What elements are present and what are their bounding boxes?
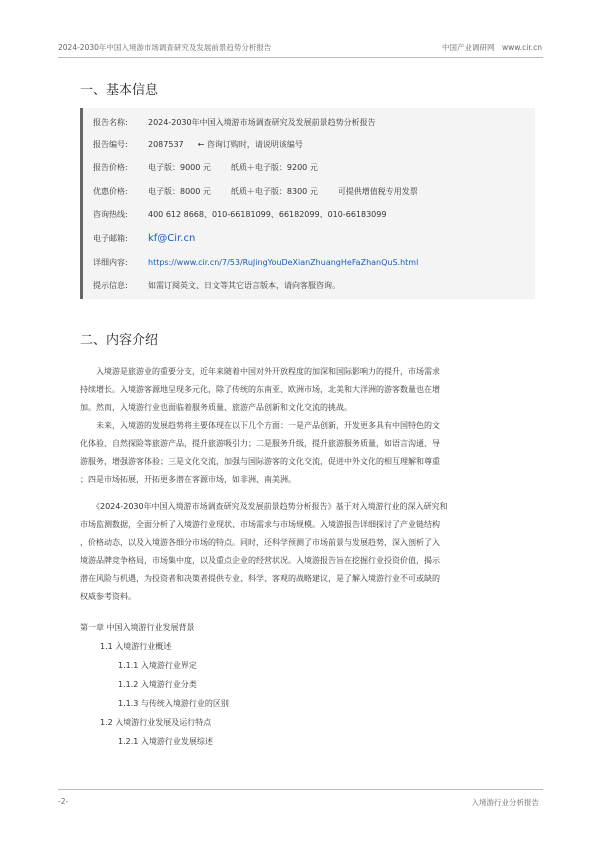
toc-subsection-1-2-1: 1.2.1 入境游行业发展综述 <box>118 737 213 746</box>
toc-subsection-1-1-1: 1.1.1 入境游行业界定 <box>118 661 197 670</box>
email-link[interactable]: kf@Cir.cn <box>148 232 196 244</box>
page-header-title: 2024-2030年中国入境游市场调查研究及发展前景趋势分析报告 <box>58 43 272 52</box>
header-divider <box>58 57 543 58</box>
paragraph-line: 权威参考资料。 <box>80 592 136 601</box>
info-row-email <box>93 232 195 244</box>
page-header-site: 中国产业调研网 www.cir.cn <box>442 43 542 52</box>
price-paper-electronic: 纸质＋电子版：9200 元 <box>230 162 318 172</box>
info-label: 优惠价格: <box>93 186 128 196</box>
vat-invoice-note: 可提供增值税专用发票 <box>337 186 418 196</box>
info-label: 电子邮箱: <box>93 233 128 243</box>
footer-title: 入境游行业分析报告 <box>471 798 539 807</box>
info-row-name <box>93 116 376 128</box>
section-title-basic-info: 一、基本信息 <box>80 83 159 98</box>
info-label: 详细内容: <box>93 257 128 267</box>
paragraph-line: 入境游是旅游业的重要分支，近年来随着中国对外开放程度的加深和国际影响力的提升，市场需求 <box>80 367 440 376</box>
info-row-code <box>93 138 303 150</box>
footer-divider <box>58 789 543 790</box>
info-row-discount <box>93 185 418 197</box>
intro-paragraph-3 <box>80 498 517 606</box>
price-electronic: 电子版：9000 元 <box>148 162 211 172</box>
toc-section-1-1: 1.1 入境游行业概述 <box>100 642 172 651</box>
paragraph-line: ；四是市场拓展，开拓更多潜在客源市场，如非洲、南美洲。 <box>80 475 296 484</box>
report-code-note: ← 咨询订购时，请说明该编号 <box>197 139 303 149</box>
paragraph-line: ，价格动态，以及入境游各细分市场的特点。同时，还科学预测了市场前景与发展趋势，深入剖析了入 <box>80 538 440 547</box>
intro-paragraph-2 <box>80 417 517 489</box>
tip-text: 如需订阅英文、日文等其它语言版本，请向客服咨询。 <box>148 280 340 290</box>
page-number: -2- <box>58 797 69 806</box>
paragraph-line: 《2024-2030年中国入境游市场调查研究及发展前景趋势分析报告》基于对入境游行业的深入研究和 <box>80 502 448 511</box>
info-label: 报告名称: <box>93 117 128 127</box>
info-row-tip <box>93 279 340 291</box>
report-name: 2024-2030年中国入境游市场调查研究及发展前景趋势分析报告 <box>148 117 376 127</box>
basic-info-box <box>80 108 535 299</box>
info-label: 报告编号: <box>93 139 128 149</box>
toc-subsection-1-1-3: 1.1.3 与传统入境游行业的区别 <box>118 699 229 708</box>
paragraph-line: 市场监测数据，全面分析了入境游行业现状、市场需求与市场规模。入境游报告详细探讨了产业链结构 <box>80 520 440 529</box>
info-label: 提示信息: <box>93 280 128 290</box>
toc-subsection-1-1-2: 1.1.2 入境游行业分类 <box>118 680 197 689</box>
toc-chapter-1: 第一章 中国入境游行业发展背景 <box>80 623 195 632</box>
discount-paper-electronic: 纸质＋电子版：8300 元 <box>230 186 318 196</box>
info-label: 报告价格: <box>93 162 128 172</box>
paragraph-line: 潜在风险与机遇，为投资者和决策者提供专业、科学、客观的战略建议，是了解入境游行业不可或缺的 <box>80 574 440 583</box>
info-label: 咨询热线: <box>93 209 128 219</box>
paragraph-line: 加。然而，入境游行业也面临着服务质量、旅游产品创新和文化交流的挑战。 <box>80 403 352 412</box>
discount-electronic: 电子版：8000 元 <box>148 186 211 196</box>
paragraph-line: 游服务，增强游客体验；三是文化交流，加强与国际游客的文化交流，促进中外文化的相互理解和尊重 <box>80 457 440 466</box>
intro-paragraph-1 <box>80 363 517 417</box>
paragraph-line: 化体验、自然探险等旅游产品，提升旅游吸引力；二是服务升级，提升旅游服务质量，如语言沟通、导 <box>80 439 440 448</box>
hotline-numbers: 400 612 8668、010-66181099、66182099、010-66183099 <box>148 209 387 219</box>
paragraph-line: 境游品牌竞争格局，市场集中度，以及重点企业的经营状况。入境游报告旨在挖掘行业投资价值，揭示 <box>80 556 440 565</box>
paragraph-line: 持续增长。入境游客源地呈现多元化，除了传统的东南亚、欧洲市场，北美和大洋洲的游客数量也在增 <box>80 385 440 394</box>
paragraph-line: 未来，入境游的发展趋势将主要体现在以下几个方面：一是产品创新，开发更多具有中国特色的文 <box>80 421 440 430</box>
section-title-content-intro: 二、内容介绍 <box>80 333 159 348</box>
info-row-url <box>93 256 418 268</box>
toc-section-1-2: 1.2 入境游行业发展及运行特点 <box>100 718 212 727</box>
detail-url-link[interactable]: https://www.cir.cn/7/53/RuJingYouDeXianZhuangHeFaZhanQuS.html <box>148 257 419 267</box>
report-code: 2087537 <box>148 139 184 149</box>
info-row-price <box>93 161 318 173</box>
info-row-hotline <box>93 208 386 220</box>
